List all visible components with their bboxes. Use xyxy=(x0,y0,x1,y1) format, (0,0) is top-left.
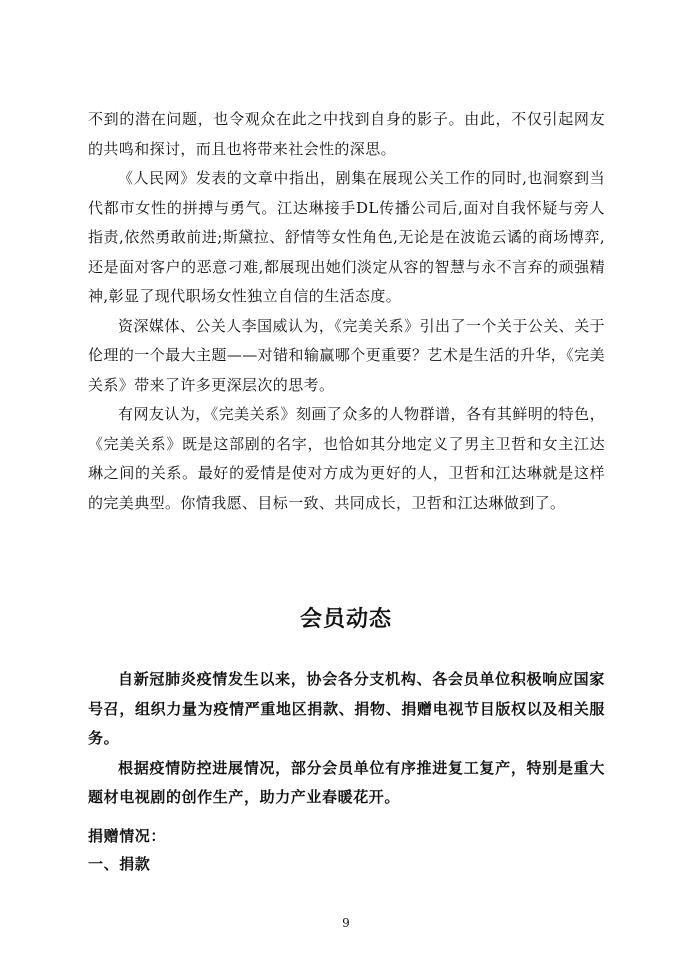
section-title: 会员动态 xyxy=(299,606,392,632)
section-paragraph-resumption: 根据疫情防控进展情况，部分会员单位有序推进复工复产，特别是重大题材电视剧的创作生产，助力产业春暖花开。 xyxy=(88,758,605,806)
paragraph-peoples-daily: 《人民网》发表的文章中指出，剧集在展现公关工作的同时,也洞察到当代都市女性的拼搏与勇气。江达琳接手DL传播公司后,面对自我怀疑与旁人指责,依然勇敢前进;斯黛拉、舒情等女性角色,无论是在波诡云谲的商场博弈,还是面对客户的恶意刁难,都展现出她们淡定从容的智慧与永不言弃的顽强精神,彰显了现代职场女性独立自信的生活态度。 xyxy=(88,169,605,305)
page-number: 9 xyxy=(342,916,350,930)
section-body xyxy=(88,665,605,813)
section-paragraph-donations: 自新冠肺炎疫情发生以来，协会各分支机构、各会员单位积极响应国家号召，组织力量为疫情严重地区捐款、捐物、捐赠电视节目版权以及相关服务。 xyxy=(88,670,605,747)
article-body xyxy=(88,105,605,518)
donation-heading: 捐赠情况： xyxy=(88,827,167,845)
paragraph-continuation: 不到的潜在问题，也令观众在此之中找到自身的影子。由此，不仅引起网友的共鸣和探讨，而且也将带来社会性的深思。 xyxy=(88,110,605,158)
paragraph-netizen: 有网友认为，《完美关系》刻画了众多的人物群谱，各有其鲜明的特色，《完美关系》既是这部剧的名字，也恰如其分地定义了男主卫哲和女主江达琳之间的关系。最好的爱情是使对方成为更好的人，卫哲和江达琳就是这样的完美典型。你情我愿、目标一致、共同成长，卫哲和江达琳做到了。 xyxy=(88,405,605,512)
donation-subheading: 一、捐款 xyxy=(88,855,151,873)
paragraph-li-guowei: 资深媒体、公关人李国威认为，《完美关系》引出了一个关于公关、关于伦理的一个最大主题——对错和输赢哪个更重要？艺术是生活的升华，《完美关系》带来了许多更深层次的思考。 xyxy=(88,316,605,394)
